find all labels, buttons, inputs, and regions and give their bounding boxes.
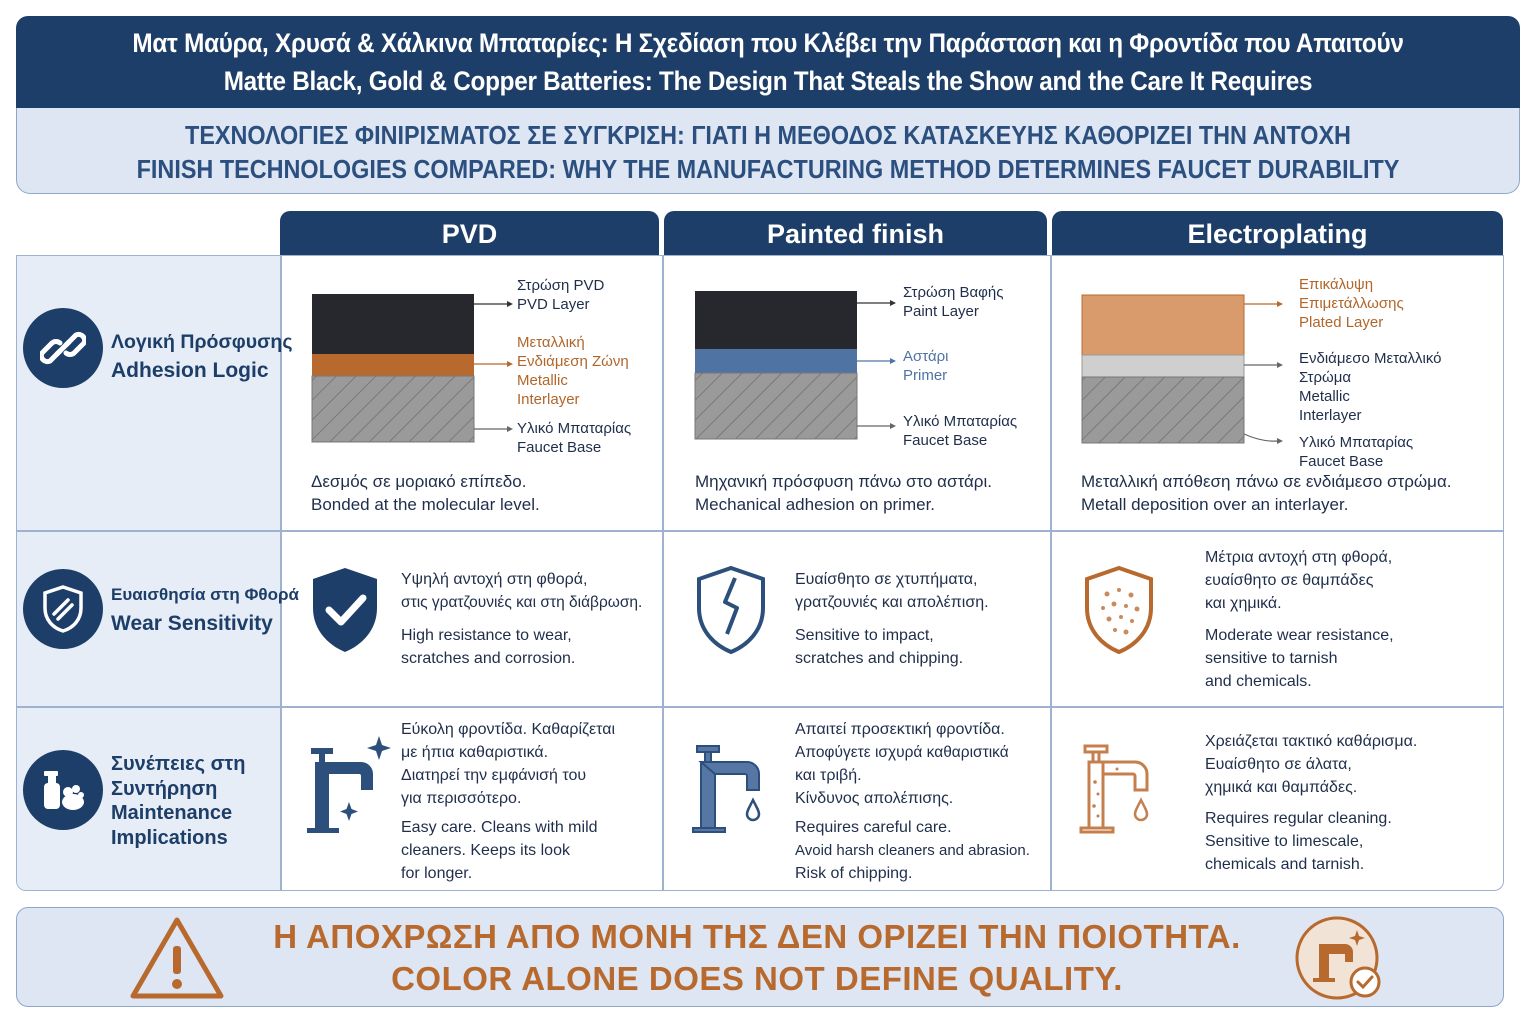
column-header-painted: Painted finish — [664, 211, 1047, 255]
text-greek: Υψηλή αντοχή στη φθορά, — [401, 571, 588, 588]
text-greek: Διατηρεί την εμφάνισή του — [401, 767, 587, 784]
text-greek: Αποφύγετε ισχυρά καθαριστικά — [795, 744, 1009, 761]
text-english: scratches and corrosion. — [401, 650, 576, 667]
pvd-maintenance-text — [401, 718, 615, 885]
row-label-maintenance-greek-1: Συνέπειες στη — [111, 753, 246, 775]
row-label-wear-english: Wear Sensitivity — [111, 612, 273, 635]
row-label-maintenance — [111, 752, 281, 850]
footer-text-greek: Η ΑΠΟΧΡΩΣΗ ΑΠΟ ΜΟΝΗ ΤΗΣ ΔΕΝ ΟΡΙΖΕΙ ΤΗΝ ΠΟΙΟΤΗΤΑ. — [273, 918, 1241, 955]
text-english: Requires regular cleaning. — [1205, 810, 1392, 827]
label-greek: Ενδιάμεση Ζώνη — [517, 353, 629, 370]
shield-icon — [23, 569, 103, 649]
column-header-pvd: PVD — [280, 211, 659, 255]
electro-maintenance-text — [1205, 730, 1417, 876]
label-english: Interlayer — [1299, 407, 1362, 424]
title-english: Matte Black, Gold & Copper Batteries: The Design That Steals the Show and the Care It Requires — [223, 66, 1313, 96]
comparison-table — [16, 255, 1504, 891]
label-greek: Στρώμα — [1299, 369, 1352, 386]
row-label-maintenance-english-2: Implications — [111, 826, 228, 849]
text-greek: Ευαίσθητο σε χτυπήματα, — [795, 571, 978, 588]
pvd-layer-label — [517, 276, 604, 314]
label-greek: Αστάρι — [903, 348, 949, 365]
electro-base-label — [1299, 433, 1413, 471]
text-english: Sensitive to limescale, — [1205, 833, 1364, 850]
label-greek: Επιμετάλλωσης — [1299, 295, 1404, 312]
divider — [1050, 256, 1052, 891]
caption-greek: Μεταλλική απόθεση πάνω σε ενδιάμεσο στρώμα. — [1081, 472, 1452, 491]
warning-icon — [127, 914, 227, 1002]
pvd-interlayer-label — [517, 333, 629, 409]
text-english: Sensitive to impact, — [795, 627, 934, 644]
text-greek: γρατζουνιές και απολέπιση. — [795, 594, 989, 611]
text-greek: Ευαίσθητο σε άλατα, — [1205, 756, 1352, 773]
label-english: Faucet Base — [517, 439, 602, 456]
label-greek: Υλικό Μπαταρίας — [903, 413, 1018, 430]
label-english: PVD Layer — [517, 296, 590, 313]
label-english: Plated Layer — [1299, 314, 1384, 331]
text-greek: στις γρατζουνιές και στη διάβρωση. — [401, 594, 643, 611]
label-english: Primer — [903, 367, 948, 384]
label-english: Faucet Base — [1299, 453, 1384, 470]
label-english: Faucet Base — [903, 432, 988, 449]
painted-maintenance-text — [795, 718, 1030, 885]
row-label-wear-greek: Ευαισθησία στη Φθορά — [111, 585, 299, 604]
primer-layer — [695, 349, 857, 373]
text-english: Easy care. Cleans with mild — [401, 819, 598, 836]
metallic-interlayer — [312, 354, 474, 376]
text-greek: και τριβή. — [795, 767, 862, 784]
pvd-base-label — [517, 419, 631, 457]
subtitle-greek: ΤΕΧΝΟΛΟΓΙΕΣ ΦΙΝΙΡΙΣΜΑΤΟΣ ΣΕ ΣΥΓΚΡΙΣΗ: ΓΙΑΤΙ Η ΜΕΘΟΔΟΣ ΚΑΤΑΣΚΕΥΗΣ ΚΑΘΟΡΙΖΕΙ ΤΗΝ ΑΝΤΟΧΗ — [185, 120, 1351, 150]
text-english: Requires careful care. — [795, 819, 952, 836]
painted-wear-text — [795, 568, 989, 670]
row-label-adhesion — [111, 330, 293, 383]
text-greek: με ήπια καθαριστικά. — [401, 744, 549, 761]
cleaning-products-icon — [23, 750, 103, 830]
text-greek: Χρειάζεται τακτικό καθάρισμα. — [1205, 733, 1418, 750]
pvd-layer — [312, 294, 474, 354]
row-label-adhesion-greek: Λογική Πρόσφυσης — [111, 331, 293, 353]
metallic-interlayer — [1082, 355, 1244, 377]
text-english: scratches and chipping. — [795, 650, 964, 667]
row-label-maintenance-english-1: Maintenance — [111, 802, 233, 824]
text-greek: και χημικά. — [1205, 595, 1282, 612]
electro-adhesion-caption — [1081, 470, 1452, 516]
label-greek: Υλικό Μπαταρίας — [517, 420, 632, 437]
limescale-faucet-icon — [1077, 732, 1167, 837]
label-greek: Ενδιάμεσο Μεταλλικό — [1299, 350, 1442, 367]
text-english: Risk of chipping. — [795, 865, 913, 882]
text-greek: ευαίσθητο σε θαμπάδες — [1205, 572, 1374, 589]
text-english: and chemicals. — [1205, 673, 1312, 690]
caption-english: Bonded at the molecular level. — [311, 495, 540, 514]
label-english: Interlayer — [517, 391, 580, 408]
footer-banner — [16, 907, 1504, 1007]
sparkling-faucet-icon — [303, 732, 393, 837]
text-greek: Εύκολη φροντίδα. Καθαρίζεται — [401, 721, 616, 738]
divider — [17, 530, 1504, 532]
text-english: sensitive to tarnish — [1205, 650, 1338, 667]
dripping-faucet-icon — [689, 732, 779, 837]
label-english: Metallic — [1299, 388, 1350, 405]
electro-interlayer-label — [1299, 349, 1442, 425]
title-banner — [16, 16, 1520, 110]
footer-text-english: COLOR ALONE DOES NOT DEFINE QUALITY. — [391, 960, 1123, 997]
faucet-base — [312, 376, 474, 442]
text-english: High resistance to wear, — [401, 627, 572, 644]
text-greek: Μέτρια αντοχή στη φθορά, — [1205, 549, 1393, 566]
faucet-base — [1082, 377, 1244, 443]
text-greek: χημικά και θαμπάδες. — [1205, 779, 1358, 796]
text-english: chemicals and tarnish. — [1205, 856, 1365, 873]
label-greek: Επικάλυψη — [1299, 276, 1374, 293]
subtitle-english: FINISH TECHNOLOGIES COMPARED: WHY THE MANUFACTURING METHOD DETERMINES FAUCET DURABILITY — [136, 154, 1400, 184]
painted-base-label — [903, 412, 1017, 450]
text-english: for longer. — [401, 865, 473, 882]
text-greek: Απαιτεί προσεκτική φροντίδα. — [795, 721, 1005, 738]
faucet-base — [695, 373, 857, 439]
painted-adhesion-caption — [695, 470, 992, 516]
label-english: Metallic — [517, 372, 568, 389]
column-header-electroplating: Electroplating — [1052, 211, 1503, 255]
plated-layer-label — [1299, 275, 1404, 332]
title-greek: Ματ Μαύρα, Χρυσά & Χάλκινα Μπαταρίες: Η Σχεδίαση που Κλέβει την Παράσταση και η Φροντίδα που Απαιτούν — [132, 28, 1404, 58]
text-english: Avoid harsh cleaners and abrasion. — [795, 842, 1030, 859]
label-greek: Υλικό Μπαταρίας — [1299, 434, 1414, 451]
label-greek: Στρώση Βαφής — [903, 284, 1004, 301]
plated-layer — [1082, 295, 1244, 355]
row-label-adhesion-english: Adhesion Logic — [111, 359, 269, 382]
text-english: Moderate wear resistance, — [1205, 627, 1394, 644]
divider — [17, 706, 1504, 708]
speckled-shield-icon — [1081, 564, 1157, 656]
caption-english: Mechanical adhesion on primer. — [695, 495, 936, 514]
row-label-maintenance-greek-2: Συντήρηση — [111, 777, 218, 800]
cracked-shield-icon — [693, 564, 769, 656]
caption-english: Metall deposition over an interlayer. — [1081, 495, 1349, 514]
caption-greek: Δεσμός σε μοριακό επίπεδο. — [311, 472, 527, 491]
divider — [662, 256, 664, 891]
caption-greek: Μηχανική πρόσφυση πάνω στο αστάρι. — [695, 472, 992, 491]
text-greek: για περισσότερο. — [401, 790, 522, 807]
row-label-wear — [111, 582, 299, 636]
link-icon — [23, 308, 103, 388]
text-greek: Κίνδυνος απολέπισης. — [795, 790, 954, 807]
pvd-wear-text — [401, 568, 642, 670]
label-english: Paint Layer — [903, 303, 979, 320]
electro-wear-text — [1205, 546, 1394, 693]
faucet-badge-icon — [1291, 914, 1391, 1006]
shield-check-icon — [307, 564, 383, 656]
pvd-adhesion-caption — [311, 470, 540, 516]
label-greek: Μεταλλική — [517, 334, 585, 351]
primer-label — [903, 347, 949, 385]
paint-layer-label — [903, 283, 1003, 321]
label-greek: Στρώση PVD — [517, 277, 605, 294]
text-english: cleaners. Keeps its look — [401, 842, 570, 859]
subtitle-banner — [16, 108, 1520, 194]
paint-layer — [695, 291, 857, 349]
